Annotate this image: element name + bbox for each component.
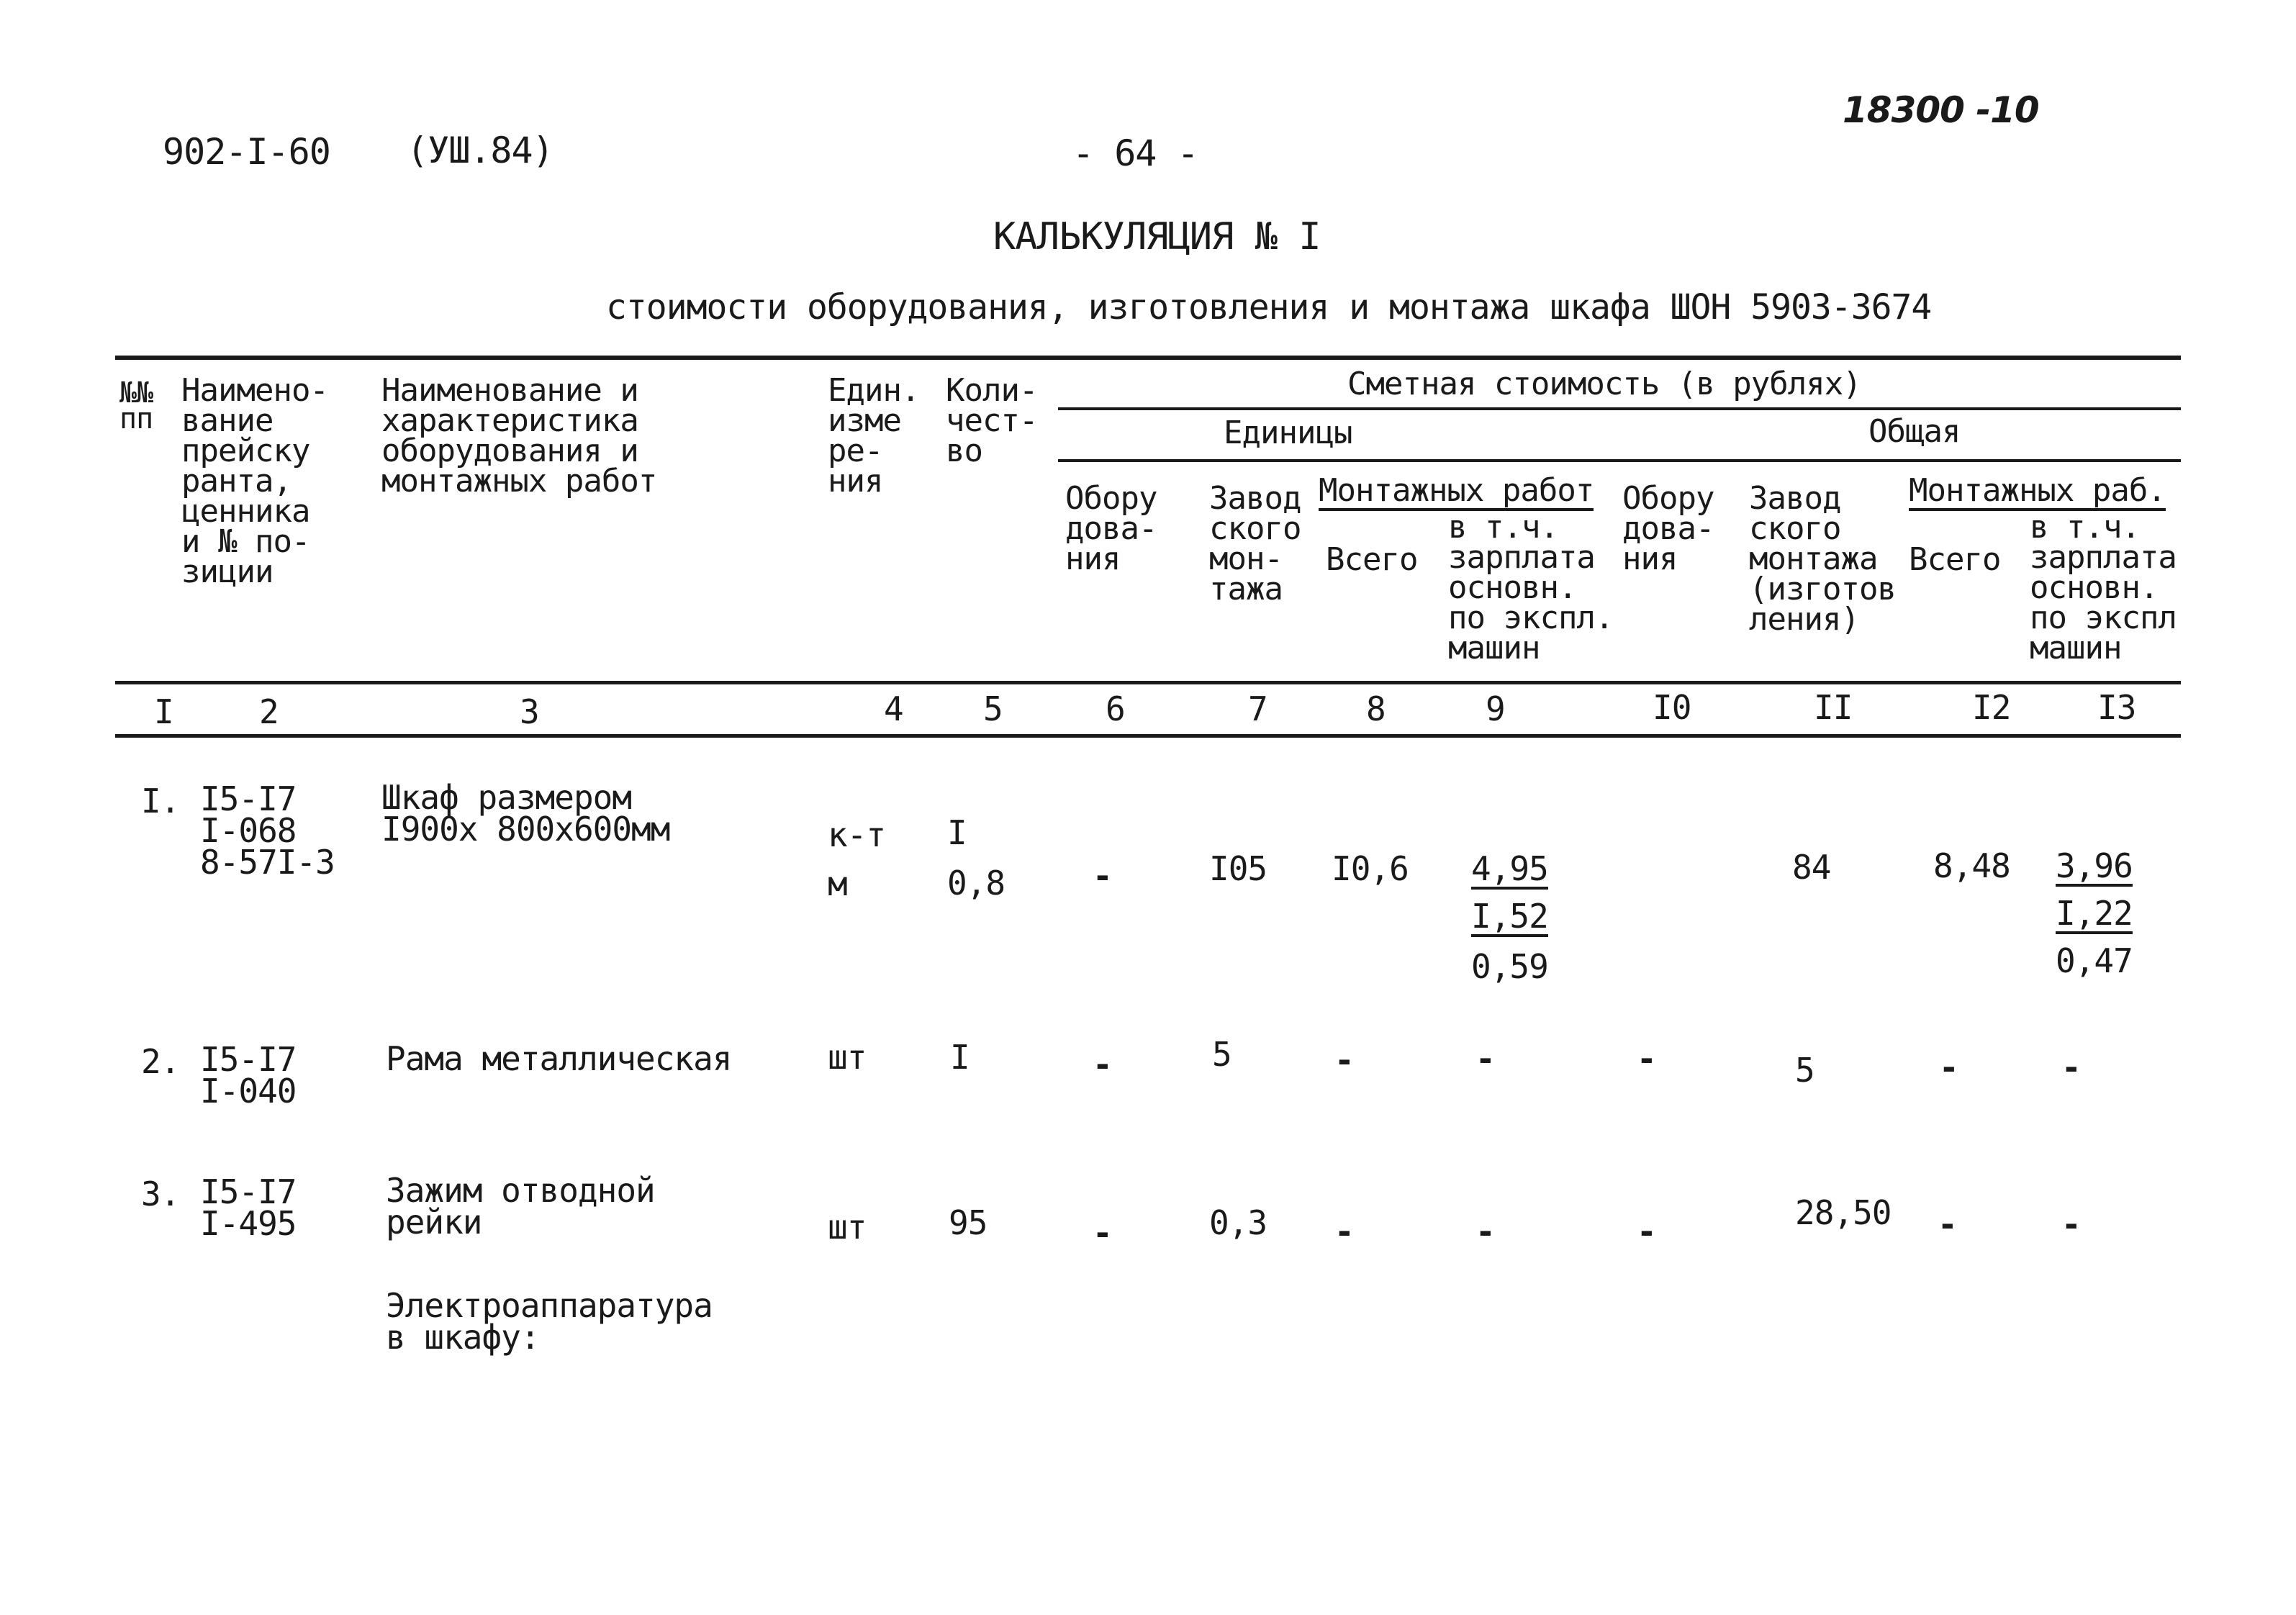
column-number-12: I2 xyxy=(1972,688,2011,727)
row-unit: к-т м xyxy=(828,815,886,903)
header-col-name: Наименование и характеристика оборудования и монтажных работ xyxy=(381,372,657,499)
unit-total-rule xyxy=(1058,459,2181,462)
row-factory-unit-cost: I05 xyxy=(1209,849,1267,888)
row-montage-total: - xyxy=(1939,1048,1958,1087)
row-number: 2. xyxy=(141,1042,180,1081)
row-equipment-unit-cost: - xyxy=(1093,1213,1112,1252)
column-numbers-rule xyxy=(115,734,2181,738)
row-montage-unit-total: I0,6 xyxy=(1332,849,1409,888)
row-montage-unit-wage: - xyxy=(1475,1212,1495,1251)
row-quantity: I xyxy=(950,1038,970,1077)
row-number: 3. xyxy=(141,1175,180,1213)
section-note: Электроаппаратура в шкафу: xyxy=(386,1286,713,1357)
row-montage-total: - xyxy=(1938,1205,1957,1244)
row-montage-unit-wage: 4,95 xyxy=(1471,849,1548,888)
column-number-5: 5 xyxy=(983,689,1003,728)
header-total-factory: Завод ского монтажа (изготов ления) xyxy=(1749,480,1896,638)
row-unit: шт xyxy=(828,1208,867,1247)
page-number: - 64 - xyxy=(1072,132,1198,174)
row-equipment-total-cost: - xyxy=(1637,1212,1656,1251)
header-col-price-code: Наимено- вание прейску ранта, ценника и № по- зиции xyxy=(181,372,328,590)
column-number-7: 7 xyxy=(1248,689,1267,728)
row-equipment-total-cost: - xyxy=(1637,1039,1656,1078)
header-unit-factory: Завод ского мон- тажа xyxy=(1209,480,1301,607)
header-bottom-rule xyxy=(115,681,2181,684)
column-number-6: 6 xyxy=(1106,689,1125,728)
row-montage-unit-wage: - xyxy=(1475,1039,1495,1078)
header-col-number: №№ пп xyxy=(119,376,153,435)
header-unit-wage: в т.ч. зарплата основн. по экспл. машин xyxy=(1448,509,1614,666)
header-unit-total: Всего xyxy=(1326,541,1418,578)
header-unit-group: Единицы xyxy=(1224,415,1352,451)
header-col-quantity: Коли- чест- во xyxy=(946,372,1038,469)
row-montage-unit-total: - xyxy=(1334,1041,1354,1080)
row-montage-total-wage-extra: 0,47 xyxy=(2056,941,2133,980)
column-number-4: 4 xyxy=(884,689,903,728)
header-col-unit: Един. изме ре- ния xyxy=(828,372,920,499)
header-total-equipment: Обору дова- ния xyxy=(1622,480,1714,577)
row-name: Рама металлическая xyxy=(386,1039,732,1078)
header-unit-equipment: Обору дова- ния xyxy=(1065,480,1157,577)
row-factory-unit-cost: 0,3 xyxy=(1209,1203,1267,1242)
cost-group-rule xyxy=(1058,407,2181,410)
column-number-1: I xyxy=(154,692,173,731)
column-number-2: 2 xyxy=(259,692,279,731)
column-number-11: II xyxy=(1814,688,1853,727)
row-price-code: I5-I7 I-495 xyxy=(200,1172,297,1243)
row-price-code: I5-I7 I-068 8-57I-3 xyxy=(200,779,335,882)
row-quantity: 95 xyxy=(949,1203,987,1242)
column-number-10: I0 xyxy=(1653,688,1691,727)
column-number-13: I3 xyxy=(2097,688,2136,727)
archive-number: 18300 -10 xyxy=(1843,89,2039,131)
column-number-8: 8 xyxy=(1366,689,1386,728)
row-factory-total-cost: 84 xyxy=(1792,848,1831,887)
row-montage-total-wage: - xyxy=(2061,1048,2081,1087)
row-factory-unit-cost: 5 xyxy=(1212,1035,1231,1074)
header-total-wage: в т.ч. зарплата основн. по экспл машин xyxy=(2030,509,2177,666)
header-total-total: Всего xyxy=(1909,541,2001,578)
row-factory-total-cost: 28,50 xyxy=(1795,1193,1892,1232)
column-number-9: 9 xyxy=(1486,689,1505,728)
column-number-3: 3 xyxy=(520,692,539,731)
row-montage-total-wage-machine: I,22 xyxy=(2056,894,2133,933)
row-equipment-unit-cost: - xyxy=(1093,856,1112,895)
document-date: (УШ.84) xyxy=(407,130,553,171)
document-title: КАЛЬКУЛЯЦИЯ № I xyxy=(993,215,1321,258)
row-name: Зажим отводной рейки xyxy=(386,1171,655,1241)
row-montage-unit-wage-machine: I,52 xyxy=(1471,897,1548,936)
row-montage-total-wage: 3,96 xyxy=(2056,846,2133,885)
row-montage-unit-wage-extra: 0,59 xyxy=(1471,947,1548,986)
row-equipment-unit-cost: - xyxy=(1093,1045,1112,1084)
header-total-group: Общая xyxy=(1868,413,1961,450)
row-montage-total: 8,48 xyxy=(1933,846,2010,885)
row-montage-unit-total: - xyxy=(1334,1212,1354,1251)
document-subtitle: стоимости оборудования, изготовления и монтажа шкафа ШОН 5903-3674 xyxy=(606,287,1932,327)
row-montage-total-wage: - xyxy=(2061,1205,2081,1244)
row-price-code: I5-I7 I-040 xyxy=(200,1040,297,1110)
header-total-montage-group: Монтажных раб. xyxy=(1909,475,2166,511)
table-top-rule xyxy=(115,356,2181,360)
header-unit-montage-group: Монтажных работ xyxy=(1319,475,1594,511)
row-number: I. xyxy=(141,782,180,820)
row-unit: шт xyxy=(828,1038,867,1077)
document-code: 902-I-60 xyxy=(163,131,330,173)
row-factory-total-cost: 5 xyxy=(1795,1051,1814,1090)
row-name: Шкаф размером I900x 800x600мм xyxy=(381,778,670,849)
header-cost-group: Сметная стоимость (в рублях) xyxy=(1347,366,1861,402)
row-quantity: I 0,8 xyxy=(947,813,1005,902)
